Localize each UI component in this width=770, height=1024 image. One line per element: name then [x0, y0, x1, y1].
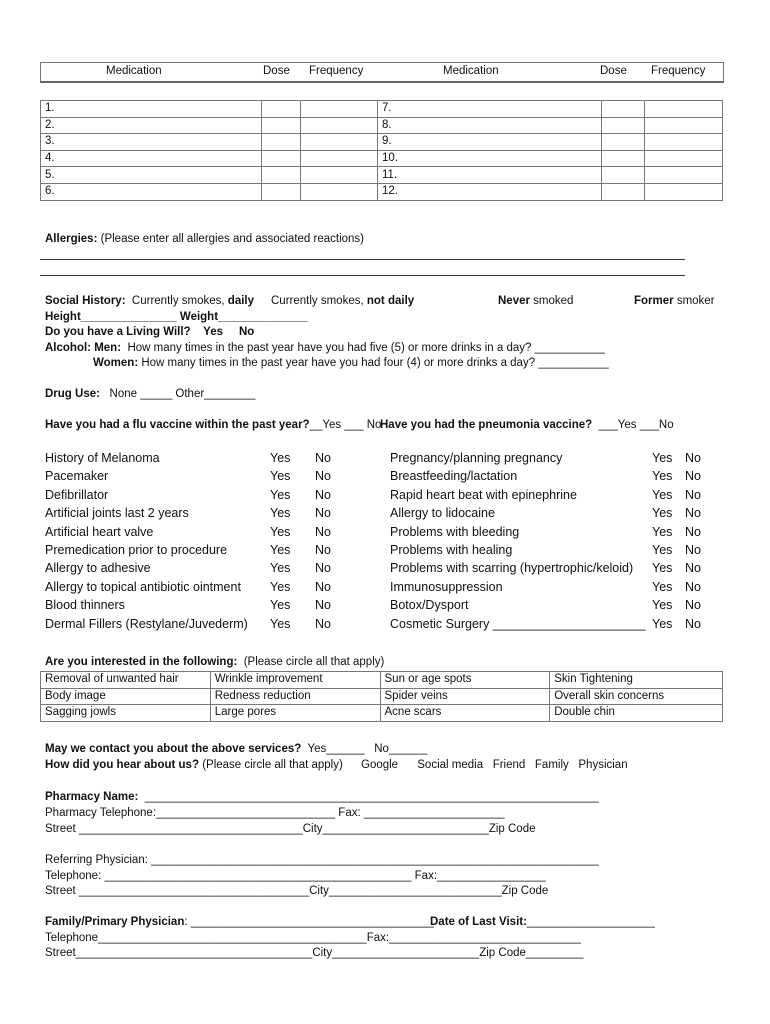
pharmacy-telephone-field[interactable]: Pharmacy Telephone:____________________________ Fax: ______________________ — [45, 807, 505, 819]
condition-no-option[interactable]: No — [685, 616, 701, 631]
medication-row — [41, 167, 723, 184]
medication-row — [41, 183, 723, 200]
alcohol-women-question: Women: How many times in the past year have you had four (4) or more drinks a day? ___________ — [93, 357, 609, 369]
dose-cell[interactable] — [262, 167, 301, 184]
condition-label: Problems with healing — [390, 543, 513, 557]
condition-no-option[interactable]: No — [315, 616, 331, 631]
frequency-cell[interactable] — [645, 101, 723, 118]
condition-label: Immunosuppression — [390, 579, 503, 594]
medication-name-cell[interactable]: 7. — [378, 101, 602, 118]
interest-row — [41, 705, 723, 722]
medication-name-cell[interactable]: 5. — [41, 167, 262, 184]
frequency-cell[interactable] — [645, 167, 723, 184]
condition-label: History of Melanoma — [45, 451, 160, 465]
condition-no-option[interactable]: No — [685, 524, 701, 539]
frequency-cell[interactable] — [645, 134, 723, 151]
allergies-label: Allergies: (Please enter all allergies and associated reactions) — [45, 233, 364, 245]
condition-yes-option[interactable]: Yes — [652, 561, 673, 576]
interest-row — [41, 672, 723, 689]
frequency-cell[interactable] — [301, 183, 378, 200]
condition-no-option[interactable]: No — [315, 451, 331, 465]
allergies-input-line-1[interactable] — [40, 259, 685, 260]
dose-cell[interactable] — [602, 150, 645, 167]
dose-cell[interactable] — [262, 101, 301, 118]
source-google[interactable]: Google — [361, 759, 399, 771]
frequency-cell[interactable] — [301, 167, 378, 184]
medication-name-cell[interactable]: 2. — [41, 117, 262, 134]
frequency-cell[interactable] — [301, 101, 378, 118]
condition-yes-option[interactable]: Yes — [270, 543, 291, 557]
interests-title: Are you interested in the following: (Please circle all that apply) — [45, 656, 385, 668]
interest-option[interactable]: Redness reduction — [210, 688, 380, 705]
medication-name-cell[interactable]: 6. — [41, 183, 262, 200]
medication-table — [40, 100, 723, 201]
dose-cell[interactable] — [602, 101, 645, 118]
frequency-cell[interactable] — [645, 183, 723, 200]
header-medication: Medication — [106, 65, 162, 77]
condition-label: Pacemaker — [45, 469, 109, 484]
condition-yes-option[interactable]: Yes — [652, 579, 673, 594]
condition-yes-option[interactable]: Yes — [270, 561, 291, 576]
interest-option[interactable]: Removal of unwanted hair — [41, 672, 211, 689]
interest-option[interactable]: Sagging jowls — [41, 705, 211, 722]
condition-yes-option[interactable]: Yes — [270, 598, 291, 613]
medication-row — [41, 117, 723, 134]
dose-cell[interactable] — [262, 150, 301, 167]
interest-option[interactable]: Skin Tightening — [550, 672, 723, 689]
frequency-cell[interactable] — [645, 150, 723, 167]
dose-cell[interactable] — [262, 134, 301, 151]
referring-physician-field[interactable]: Referring Physician: ______________________________________________________________________ — [45, 854, 599, 866]
header-frequency: Frequency — [309, 65, 364, 77]
condition-yes-option[interactable]: Yes — [270, 487, 291, 502]
condition-no-option[interactable]: No — [685, 451, 701, 465]
condition-label: Allergy to adhesive — [45, 561, 151, 576]
height-weight-fields[interactable]: Height_______________ Weight______________ — [45, 311, 308, 323]
condition-label: Blood thinners — [45, 598, 125, 613]
condition-label: Rapid heart beat with epinephrine — [390, 487, 577, 502]
medication-name-cell[interactable]: 4. — [41, 150, 262, 167]
medication-name-cell[interactable]: 1. — [41, 101, 262, 118]
source-family[interactable]: Family — [534, 759, 569, 771]
medication-row — [41, 101, 723, 118]
interest-option[interactable]: Large pores — [210, 705, 380, 722]
last-visit-field[interactable]: Date of Last Visit:____________________ — [430, 916, 655, 928]
medication-name-cell[interactable]: 3. — [41, 134, 262, 151]
condition-no-option[interactable]: No — [315, 543, 331, 557]
alcohol-men-question: Alcohol: Men: How many times in the past year have you had five (5) or more drinks in a day? ___________ — [45, 342, 605, 354]
referring-street-field[interactable]: Street ____________________________________City___________________________Zip Code — [45, 885, 549, 897]
family-telephone-field[interactable]: Telephone__________________________________________Fax:______________________________ — [45, 932, 581, 944]
source-physician[interactable]: Physician — [578, 759, 628, 771]
condition-no-option[interactable]: No — [315, 579, 331, 594]
interest-option[interactable]: Sun or age spots — [380, 672, 550, 689]
condition-no-option[interactable]: No — [685, 506, 701, 521]
drug-use-question: Drug Use: None _____ Other________ — [45, 388, 256, 400]
condition-yes-option[interactable]: Yes — [652, 543, 673, 557]
condition-label: Premedication prior to procedure — [45, 543, 228, 557]
condition-no-option[interactable]: No — [685, 469, 701, 484]
medication-row — [41, 150, 723, 167]
condition-label: Problems with bleeding — [390, 524, 520, 539]
condition-label: Artificial heart valve — [45, 524, 154, 539]
option-never-smoked[interactable]: Never smoked — [498, 295, 574, 307]
referral-sources — [361, 759, 628, 771]
header-dose: Dose — [263, 65, 290, 77]
contact-question: May we contact you about the above services? Yes______ No______ — [45, 743, 428, 755]
condition-yes-option[interactable]: Yes — [652, 487, 673, 502]
condition-label: Problems with scarring (hypertrophic/keloid) — [390, 561, 634, 576]
dose-cell[interactable] — [262, 183, 301, 200]
condition-label: Artificial joints last 2 years — [45, 506, 189, 521]
interest-option[interactable]: Overall skin concerns — [550, 688, 723, 705]
interest-option[interactable]: Body image — [41, 688, 211, 705]
allergies-input-line-2[interactable] — [40, 275, 685, 276]
condition-label: Allergy to lidocaine — [390, 506, 495, 521]
condition-yes-option[interactable]: Yes — [652, 506, 673, 521]
pneumonia-vaccine-question: Have you had the pneumonia vaccine? ___Yes ___No — [380, 419, 674, 431]
condition-yes-option[interactable]: Yes — [270, 579, 291, 594]
frequency-cell[interactable] — [301, 117, 378, 134]
hear-about-question: How did you hear about us? (Please circle all that apply) — [45, 759, 343, 771]
dose-cell[interactable] — [262, 117, 301, 134]
condition-no-option[interactable]: No — [685, 561, 701, 576]
dose-cell[interactable] — [602, 167, 645, 184]
interest-option[interactable]: Wrinkle improvement — [210, 672, 380, 689]
condition-label: Defibrillator — [45, 487, 109, 502]
header-medication: Medication — [443, 65, 499, 77]
pharmacy-name-field[interactable]: Pharmacy Name: _______________________________________________________________________ — [45, 791, 599, 803]
option-not-daily[interactable]: Currently smokes, not daily — [271, 295, 415, 307]
living-will-question: Do you have a Living Will? Yes No — [45, 326, 255, 338]
condition-no-option[interactable]: No — [315, 598, 331, 613]
condition-yes-option[interactable]: Yes — [270, 524, 291, 539]
condition-no-option[interactable]: No — [315, 469, 331, 484]
condition-label: Cosmetic Surgery ______________________ — [390, 616, 646, 631]
medication-name-cell[interactable]: 10. — [378, 150, 602, 167]
medication-table-header — [40, 62, 724, 83]
condition-yes-option[interactable]: Yes — [652, 469, 673, 484]
flu-vaccine-question: Have you had a flu vaccine within the past year?__Yes ___ No — [45, 419, 382, 431]
condition-no-option[interactable]: No — [685, 598, 701, 613]
interests-table — [40, 671, 723, 722]
dose-cell[interactable] — [602, 183, 645, 200]
medication-row — [41, 134, 723, 151]
family-street-field[interactable]: Street_____________________________________City_______________________Zip Code_________ — [45, 947, 584, 959]
condition-yes-option[interactable]: Yes — [270, 616, 291, 631]
medication-name-cell[interactable]: 8. — [378, 117, 602, 134]
condition-label: Allergy to topical antibiotic ointment — [45, 579, 241, 594]
interest-row — [41, 688, 723, 705]
condition-yes-option[interactable]: Yes — [652, 524, 673, 539]
condition-yes-option[interactable]: Yes — [270, 469, 291, 484]
source-social-media[interactable]: Social media — [417, 759, 484, 771]
frequency-cell[interactable] — [301, 150, 378, 167]
interest-option[interactable]: Acne scars — [380, 705, 550, 722]
header-dose: Dose — [600, 65, 627, 77]
condition-label: Botox/Dysport — [390, 598, 469, 613]
referring-telephone-field[interactable]: Telephone: ________________________________________________ Fax:_________________ — [45, 870, 546, 882]
condition-no-option[interactable]: No — [685, 579, 701, 594]
interest-option[interactable]: Double chin — [550, 705, 723, 722]
condition-yes-option[interactable]: Yes — [652, 451, 673, 465]
condition-no-option[interactable]: No — [315, 487, 331, 502]
condition-no-option[interactable]: No — [685, 487, 701, 502]
condition-yes-option[interactable]: Yes — [270, 506, 291, 521]
medication-name-cell[interactable]: 9. — [378, 134, 602, 151]
dose-cell[interactable] — [602, 134, 645, 151]
condition-yes-option[interactable]: Yes — [652, 616, 673, 631]
social-history-label: Social History: Currently smokes, daily — [45, 295, 255, 307]
frequency-cell[interactable] — [645, 117, 723, 134]
option-former-smoker[interactable]: Former smoker — [634, 295, 715, 307]
family-physician-field[interactable]: Family/Primary Physician: ______________________________________ — [45, 916, 434, 928]
condition-yes-option[interactable]: Yes — [652, 598, 673, 613]
medication-name-cell[interactable]: 11. — [378, 167, 602, 184]
pharmacy-street-field[interactable]: Street ___________________________________City__________________________Zip Code — [45, 823, 536, 835]
condition-label: Pregnancy/planning pregnancy — [390, 451, 563, 465]
condition-label: Dermal Fillers (Restylane/Juvederm) — [45, 616, 248, 631]
condition-label: Breastfeeding/lactation — [390, 469, 518, 484]
condition-yes-option[interactable]: Yes — [270, 451, 291, 465]
frequency-cell[interactable] — [301, 134, 378, 151]
source-friend[interactable]: Friend — [492, 759, 526, 771]
header-frequency: Frequency — [651, 65, 706, 77]
condition-no-option[interactable]: No — [685, 543, 701, 557]
interest-option[interactable]: Spider veins — [380, 688, 550, 705]
medication-name-cell[interactable]: 12. — [378, 183, 602, 200]
condition-no-option[interactable]: No — [315, 524, 331, 539]
condition-no-option[interactable]: No — [315, 561, 331, 576]
condition-no-option[interactable]: No — [315, 506, 331, 521]
dose-cell[interactable] — [602, 117, 645, 134]
